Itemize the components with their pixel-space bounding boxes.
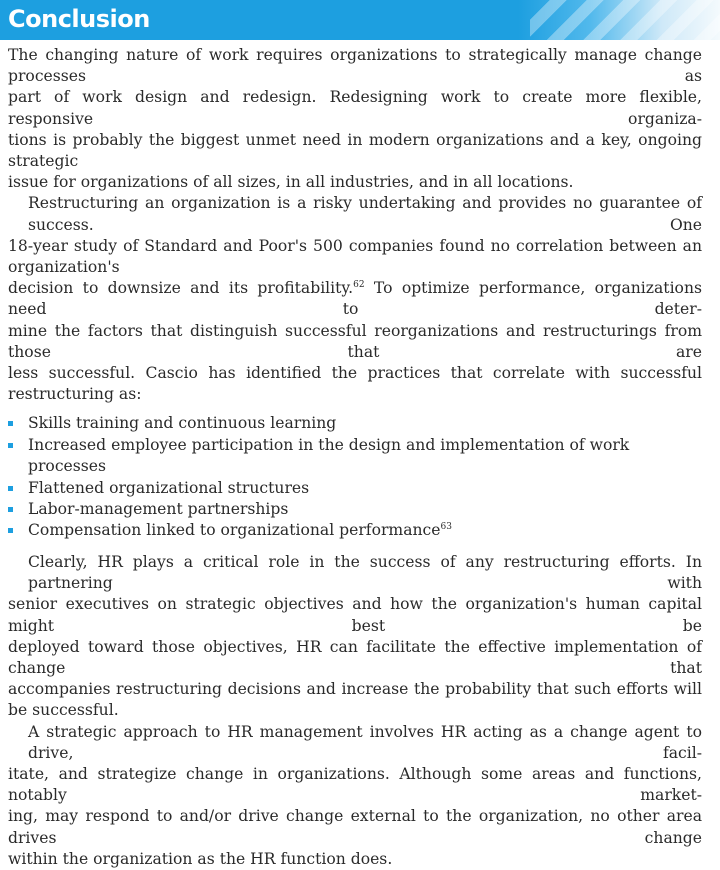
paragraph-line: issue for organizations of all sizes, in all industries, and in all locations. (8, 173, 574, 192)
bullet-icon (8, 507, 13, 512)
paragraph-line: Clearly, HR plays a critical role in the success of any restructuring efforts. In partnering with (28, 552, 702, 593)
list-item (8, 435, 702, 478)
paragraph-line: deployed toward those objectives, HR can facilitate the effective implementation of change that (8, 637, 702, 677)
paragraph-3 (8, 552, 702, 722)
paragraph-line: part of work design and redesign. Redesigning work to create more flexible, responsive organiza- (8, 88, 702, 128)
paragraph-line: accompanies restructuring decisions and increase the probability that such efforts will be successful. (8, 680, 702, 720)
paragraph-4 (8, 722, 702, 870)
list-item-text: Increased employee participation in the design and implementation of work processes (28, 435, 630, 476)
paragraph-line: less successful. Cascio has identified the practices that correlate with successful restructuring as: (8, 364, 702, 404)
paragraph-1 (8, 45, 702, 193)
paragraph-line: itate, and strategize change in organizations. Although some areas and functions, notably market- (8, 764, 702, 805)
list-item (8, 413, 702, 434)
paragraph-line: A strategic approach to HR management involves HR acting as a change agent to drive, facil- (28, 722, 702, 762)
practices-list (8, 413, 702, 541)
bullet-icon (8, 528, 13, 533)
bullet-icon (8, 486, 13, 491)
paragraph-line: 18-year study of Standard and Poor's 500 companies found no correlation between an organization's (8, 236, 702, 277)
list-item-text: Labor-management partnerships (28, 500, 289, 519)
paragraph-line: within the organization as the HR function does. (8, 849, 393, 868)
paragraph-text: decision to downsize and its profitability. (8, 279, 354, 298)
title-banner (0, 0, 720, 40)
paragraph-line: mine the factors that distinguish successful reorganizations and restructurings from those that are (8, 321, 702, 361)
paragraph-line: ing, may respond to and/or drive change external to the organization, no other area drives change (8, 807, 702, 847)
banner-stripes (530, 0, 720, 40)
list-item (8, 499, 702, 520)
paragraph-line: Restructuring an organization is a risky undertaking and provides no guarantee of success. One (28, 194, 702, 234)
list-item (8, 478, 702, 499)
list-item-text: Compensation linked to organizational performance (28, 521, 441, 540)
paragraph-2 (8, 193, 702, 405)
paragraph-line: The changing nature of work requires organizations to strategically manage change processes as (8, 46, 702, 86)
list-item-text: Skills training and continuous learning (28, 414, 337, 433)
footnote-ref-63: 63 (440, 522, 452, 533)
document-body (8, 45, 702, 870)
bullet-icon (8, 443, 13, 448)
bullet-icon (8, 421, 13, 426)
page-title: Conclusion (8, 5, 150, 33)
list-item-text: Flattened organizational structures (28, 478, 310, 497)
paragraph-line: tions is probably the biggest unmet need in modern organizations and a key, ongoing strategic (8, 130, 702, 171)
paragraph-line: senior executives on strategic objectives and how the organization's human capital might best be (8, 595, 702, 635)
footnote-ref-62: 62 (353, 280, 365, 291)
paragraph-line (8, 278, 702, 320)
list-item (8, 520, 702, 541)
paragraph-text: To optimize performance, organizations need to deter- (8, 279, 702, 319)
